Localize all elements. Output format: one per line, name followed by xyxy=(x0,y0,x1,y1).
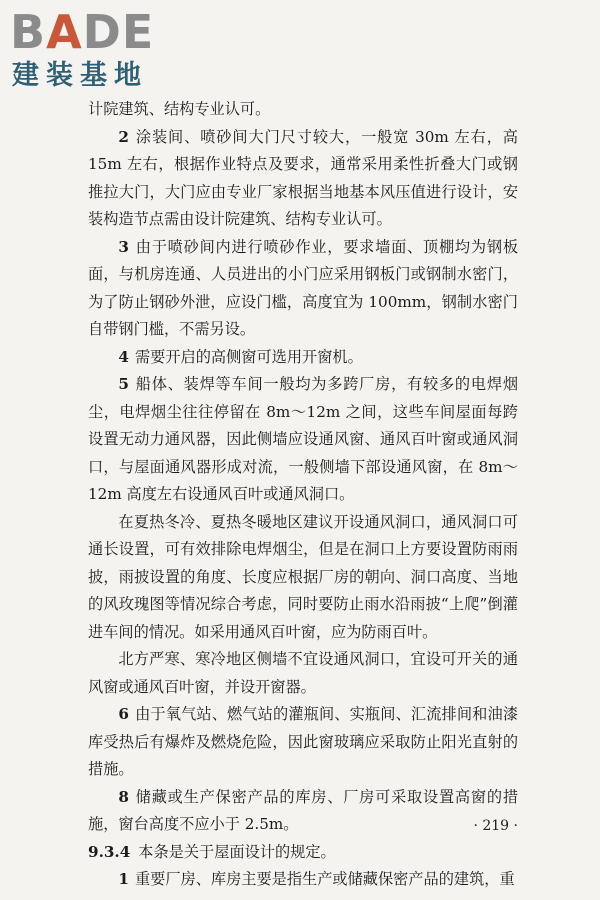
paragraph: 北方严寒、寒冷地区侧墙不宜设通风洞口，宜设可开关的通风窗或通风百叶窗，并设开窗器。 xyxy=(88,650,518,696)
item-text: 由于氧气站、燃气站的灌瓶间、实瓶间、汇流排间和油漆库受热后有爆炸及燃烧危险，因此窗玻璃应采取防止阳光直射的措施。 xyxy=(88,705,518,778)
page-number: · 219 · xyxy=(473,818,518,834)
section-text: 本条是关于屋面设计的规定。 xyxy=(138,842,336,861)
item-text: 船体、装焊等车间一般均为多跨厂房，有较多的电焊烟尘，电焊烟尘往往停留在 8m～12m 之间，这些车间屋面每跨设置无动力通风器，因此侧墙应设通风窗、通风百叶窗或通风洞口，与屋面通风器形成对流，一般侧墙下部设通风窗，在 8m～12m 高度左右设通风百叶或通风洞口。 xyxy=(88,375,518,503)
logo-wordmark: BADE xyxy=(10,5,155,59)
bade-logo xyxy=(10,6,180,92)
item-number: 5 xyxy=(118,375,129,393)
section-clause xyxy=(88,839,518,867)
item-number: 1 xyxy=(118,870,129,888)
list-item xyxy=(88,371,518,509)
list-item xyxy=(88,234,518,344)
item-text: 储藏或生产保密产品的库房、厂房可采取设置高窗的措施，窗台高度不应小于 2.5m。 xyxy=(88,787,518,833)
item-number: 3 xyxy=(118,237,129,256)
item-number: 6 xyxy=(118,705,129,723)
list-item xyxy=(88,344,518,372)
item-number: 4 xyxy=(118,347,129,366)
list-item xyxy=(88,866,518,894)
item-text: 由于喷砂间内进行喷砂作业，要求墙面、顶棚均为钢板面，与机房连通、人员进出的小门应采用钢板门或钢制水密门，为了防止钢砂外泄，应设门槛，高度宜为 100mm，钢制水密门自带钢门槛，不需另设。 xyxy=(88,237,518,338)
item-text: 涂装间、喷砂间大门尺寸较大，一般宽 30m 左右，高 15m 左右，根据作业特点及要求，通常采用柔性折叠大门或钢推拉大门，大门应由专业厂家根据当地基本风压值进行设计，安装构造节点需由设计院建筑、结构专业认可。 xyxy=(88,127,518,228)
paragraph-continuation: 计院建筑、结构专业认可。 xyxy=(88,100,271,118)
item-number: 8 xyxy=(118,787,129,806)
item-number: 2 xyxy=(118,127,129,146)
item-text: 重要厂房、库房主要是指生产或储藏保密产品的建筑，重 xyxy=(134,870,515,888)
list-item xyxy=(88,124,518,234)
document-body xyxy=(88,96,518,894)
item-text: 需要开启的高侧窗可选用开窗机。 xyxy=(134,347,363,366)
paragraph: 在夏热冬冷、夏热冬暖地区建议开设通风洞口，通风洞口可通长设置，可有效排除电焊烟尘，但是在洞口上方要设置防雨雨披，雨披设置的角度、长度应根据厂房的朝向、洞口高度、当地的风玫瑰图等情况综合考虑，同时要防止雨水沿雨披“上爬”倒灌进车间的情况。如采用通风百叶窗，应为防雨百叶。 xyxy=(88,512,518,641)
section-number: 9.3.4 xyxy=(88,842,131,861)
logo-subtitle: 建装基地 xyxy=(12,60,148,91)
list-item xyxy=(88,701,518,784)
